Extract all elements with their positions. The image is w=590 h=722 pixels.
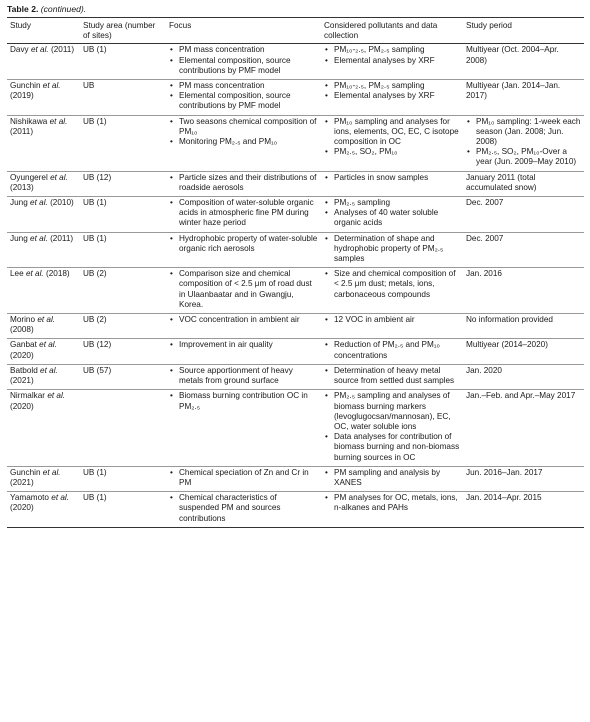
period-text: January 2011 (total accumulated snow) [466, 172, 537, 192]
pollutants-cell [321, 171, 463, 196]
header-pollutants: Considered pollutants and data collection [321, 18, 463, 44]
pollutant-item: • Elemental analyses by XRF [324, 91, 460, 101]
focus-item: • Biomass burning contribution OC in PM₂.₅ [169, 391, 318, 411]
pollutants-cell [321, 466, 463, 491]
focus-list [169, 391, 318, 411]
study-year: (2020) [10, 401, 34, 411]
studies-table [7, 17, 584, 528]
study-area-cell: UB (1) [80, 466, 166, 491]
pollutant-list [324, 234, 460, 265]
focus-list [169, 234, 318, 254]
focus-list [169, 198, 318, 229]
period-cell [463, 314, 584, 339]
pollutant-item: • PM₂.₅ sampling and analyses of biomass burning markers (levoglugocsan/mannosan), EC, OC, water soluble ions [324, 391, 460, 432]
pollutant-item: • PM₁₀-₂.₅, PM₂.₅ sampling [324, 81, 460, 91]
table-row [7, 197, 584, 233]
focus-cell [166, 364, 321, 389]
study-etal: et al. [42, 81, 61, 91]
study-etal: et al. [42, 467, 61, 477]
study-cell [7, 364, 80, 389]
focus-list [169, 468, 318, 488]
study-cell [7, 115, 80, 171]
study-area-cell: UB (57) [80, 364, 166, 389]
study-cell [7, 232, 80, 268]
table-row [7, 80, 584, 116]
period-text: Jan. 2016 [466, 269, 502, 279]
study-year: (2011) [50, 233, 74, 243]
table-caption [7, 4, 86, 14]
focus-item: • Chemical speciation of Zn and Cr in PM [169, 468, 318, 488]
study-area-cell: UB (12) [80, 339, 166, 364]
header-study: Study [7, 18, 80, 44]
period-text: Multiyear (Oct. 2004–Apr. 2008) [466, 45, 559, 65]
table-row [7, 364, 584, 389]
study-area-cell: UB (1) [80, 197, 166, 233]
study-etal: et al. [30, 198, 48, 208]
table-row [7, 171, 584, 196]
study-author: Batbold [10, 365, 41, 375]
study-year: (2020) [10, 503, 34, 513]
study-area-cell: UB (12) [80, 171, 166, 196]
pollutant-list [324, 198, 460, 229]
pollutant-item: • Data analyses for contribution of biomass burning and non-biomass burning sources in OC [324, 432, 460, 463]
study-etal: et al. [39, 340, 57, 350]
pollutant-item: • Particles in snow samples [324, 173, 460, 183]
study-year: (2021) [10, 477, 34, 487]
study-etal: et al. [25, 269, 44, 279]
focus-list [169, 173, 318, 193]
focus-item: • Elemental composition, source contributions by PMF model [169, 56, 318, 76]
table-header [7, 18, 584, 44]
pollutants-cell [321, 492, 463, 528]
focus-item: • Source apportionment of heavy metals from ground surface [169, 366, 318, 386]
study-year: (2011) [50, 45, 75, 55]
focus-list [169, 81, 318, 112]
period-text: Jan.–Feb. and Apr.–May 2017 [466, 391, 576, 401]
pollutant-list [324, 45, 460, 65]
focus-cell [166, 80, 321, 116]
study-author: Yamamoto [10, 493, 52, 503]
period-text: Multiyear (2014–2020) [466, 340, 548, 350]
study-year: (2019) [10, 91, 34, 101]
pollutant-item: • PM sampling and analysis by XANES [324, 468, 460, 488]
study-author: Gunchin [10, 467, 43, 477]
focus-item: • PM mass concentration [169, 81, 318, 91]
focus-item: • Monitoring PM₂.₅ and PM₁₀ [169, 137, 318, 147]
pollutants-cell [321, 197, 463, 233]
table-body [7, 44, 584, 527]
focus-list [169, 493, 318, 524]
study-year: (2008) [10, 325, 34, 335]
period-cell [463, 466, 584, 491]
period-cell [463, 268, 584, 314]
table-row [7, 314, 584, 339]
table-continued-note: (continued). [40, 4, 87, 14]
focus-cell [166, 492, 321, 528]
focus-list [169, 269, 318, 310]
study-etal: et al. [30, 233, 48, 243]
study-year: (2010) [50, 198, 74, 208]
study-area-cell: UB [80, 80, 166, 116]
table-row [7, 339, 584, 364]
study-year: (2013) [10, 182, 34, 192]
header-row [7, 18, 584, 44]
period-text: Jun. 2016–Jan. 2017 [466, 467, 543, 477]
header-focus: Focus [166, 18, 321, 44]
focus-item: • Two seasons chemical composition of PM₁₀ [169, 117, 318, 137]
study-cell [7, 339, 80, 364]
focus-item: • Chemical characteristics of suspended PM and sources contributions [169, 493, 318, 524]
period-cell [463, 232, 584, 268]
pollutant-item: • Elemental analyses by XRF [324, 56, 460, 66]
period-cell [463, 390, 584, 466]
focus-cell [166, 466, 321, 491]
header-study-area: Study area (number of sites) [80, 18, 166, 44]
focus-list [169, 315, 318, 325]
period-text: Dec. 2007 [466, 233, 504, 243]
study-author: Jung [10, 233, 31, 243]
focus-list [169, 340, 318, 350]
header-study-period: Study period [463, 18, 584, 44]
study-etal: et al. [50, 172, 68, 182]
period-text: Jan. 2014–Apr. 2015 [466, 493, 542, 503]
study-area-cell: UB (2) [80, 314, 166, 339]
study-area-cell: UB (1) [80, 232, 166, 268]
study-cell [7, 171, 80, 196]
period-cell [463, 339, 584, 364]
study-etal: et al. [37, 315, 56, 325]
focus-item: • Improvement in air quality [169, 340, 318, 350]
study-cell [7, 390, 80, 466]
study-area-cell: UB (2) [80, 268, 166, 314]
study-etal: et al. [51, 493, 70, 503]
pollutants-cell [321, 364, 463, 389]
focus-cell [166, 171, 321, 196]
pollutant-item: • Reduction of PM₂.₅ and PM₁₀ concentrations [324, 340, 460, 360]
period-cell [463, 115, 584, 171]
period-cell [463, 80, 584, 116]
focus-cell [166, 44, 321, 80]
table-row [7, 232, 584, 268]
pollutant-list [324, 468, 460, 488]
pollutant-list [324, 269, 460, 300]
study-area-cell [80, 390, 166, 466]
focus-item: • Hydrophobic property of water-soluble organic rich aerosols [169, 234, 318, 254]
period-text: Jan. 2020 [466, 365, 502, 375]
study-area-cell: UB (1) [80, 44, 166, 80]
focus-list [169, 45, 318, 76]
focus-cell [166, 390, 321, 466]
study-cell [7, 44, 80, 80]
pollutant-item: • Determination of shape and hydrophobic property of PM₂.₅ samples [324, 234, 460, 265]
pollutant-list [324, 391, 460, 462]
pollutants-cell [321, 115, 463, 171]
pollutants-cell [321, 268, 463, 314]
period-cell [463, 364, 584, 389]
pollutant-list [324, 493, 460, 513]
study-cell [7, 492, 80, 528]
study-year: (2011) [10, 126, 34, 136]
study-cell [7, 197, 80, 233]
study-etal: et al. [47, 391, 66, 401]
pollutant-item: • Determination of heavy metal source from settled dust samples [324, 366, 460, 386]
focus-cell [166, 339, 321, 364]
study-etal: et al. [40, 365, 58, 375]
study-author: Lee [10, 269, 26, 279]
focus-list [169, 366, 318, 386]
study-area-cell: UB (1) [80, 492, 166, 528]
focus-list [169, 117, 318, 148]
pollutants-cell [321, 44, 463, 80]
table-label: Table 2. [7, 4, 39, 14]
pollutants-cell [321, 80, 463, 116]
pollutants-cell [321, 339, 463, 364]
study-author: Morino [10, 315, 38, 325]
focus-item: • Composition of water-soluble organic acids in atmospheric fine PM during winter haze period [169, 198, 318, 229]
pollutant-list [324, 117, 460, 158]
focus-cell [166, 197, 321, 233]
period-list [466, 117, 581, 168]
focus-item: • Particle sizes and their distributions of roadside aerosols [169, 173, 318, 193]
pollutant-item: • PM analyses for OC, metals, ions, n-alkanes and PAHs [324, 493, 460, 513]
period-text: Multiyear (Jan. 2014–Jan. 2017) [466, 81, 561, 101]
period-cell [463, 492, 584, 528]
study-cell [7, 466, 80, 491]
study-cell [7, 80, 80, 116]
study-author: Nirmalkar [10, 391, 48, 401]
study-etal: et al. [30, 45, 49, 55]
pollutant-item: • PM₂.₅ sampling [324, 198, 460, 208]
pollutant-item: • Size and chemical composition of < 2.5 μm dust; metals, ions, carbonaceous compounds [324, 269, 460, 300]
study-year: (2021) [10, 376, 34, 386]
table-row [7, 466, 584, 491]
table-row [7, 390, 584, 466]
pollutant-list [324, 81, 460, 101]
table-row [7, 492, 584, 528]
study-area-cell: UB (1) [80, 115, 166, 171]
pollutants-cell [321, 232, 463, 268]
study-author: Davy [10, 45, 31, 55]
period-item: • PM₁₀ sampling: 1-week each season (Jan. 2008; Jun. 2008) [466, 117, 581, 148]
focus-item: • PM mass concentration [169, 45, 318, 55]
pollutants-cell [321, 390, 463, 466]
focus-cell [166, 115, 321, 171]
study-etal: et al. [49, 116, 68, 126]
period-item: • PM₂.₅, SO₂, PM₁₀-Over a year (Jun. 2009–May 2010) [466, 147, 581, 167]
focus-item: • Comparison size and chemical composition of < 2.5 μm of road dust in Ulaanbaatar and in Gwangju, Korea. [169, 269, 318, 310]
pollutant-list [324, 366, 460, 386]
study-cell [7, 268, 80, 314]
table-row [7, 44, 584, 80]
period-text: No information provided [466, 315, 553, 325]
study-year: (2018) [45, 269, 70, 279]
period-text: Dec. 2007 [466, 198, 504, 208]
focus-cell [166, 314, 321, 339]
focus-cell [166, 268, 321, 314]
study-author: Oyungerel [10, 172, 51, 182]
pollutant-item: • Analyses of 40 water soluble organic acids [324, 208, 460, 228]
pollutants-cell [321, 314, 463, 339]
study-author: Ganbat [10, 340, 40, 350]
study-author: Gunchin [10, 81, 43, 91]
pollutant-item: • PM₂.₅, SO₂, PM₁₀ [324, 147, 460, 157]
focus-cell [166, 232, 321, 268]
study-cell [7, 314, 80, 339]
period-cell [463, 197, 584, 233]
focus-item: • VOC concentration in ambient air [169, 315, 318, 325]
study-author: Nishikawa [10, 116, 50, 126]
pollutant-item: • PM₁₀-₂.₅, PM₂.₅ sampling [324, 45, 460, 55]
pollutant-list [324, 340, 460, 360]
study-author: Jung [10, 198, 31, 208]
table-row [7, 115, 584, 171]
period-cell [463, 171, 584, 196]
table-row [7, 268, 584, 314]
focus-item: • Elemental composition, source contributions by PMF model [169, 91, 318, 111]
period-cell [463, 44, 584, 80]
pollutant-list [324, 315, 460, 325]
pollutant-item: • PM₁₀ sampling and analyses for ions, elements, OC, EC, C isotope composition in OC [324, 117, 460, 148]
pollutant-item: • 12 VOC in ambient air [324, 315, 460, 325]
study-year: (2020) [10, 350, 34, 360]
pollutant-list [324, 173, 460, 183]
